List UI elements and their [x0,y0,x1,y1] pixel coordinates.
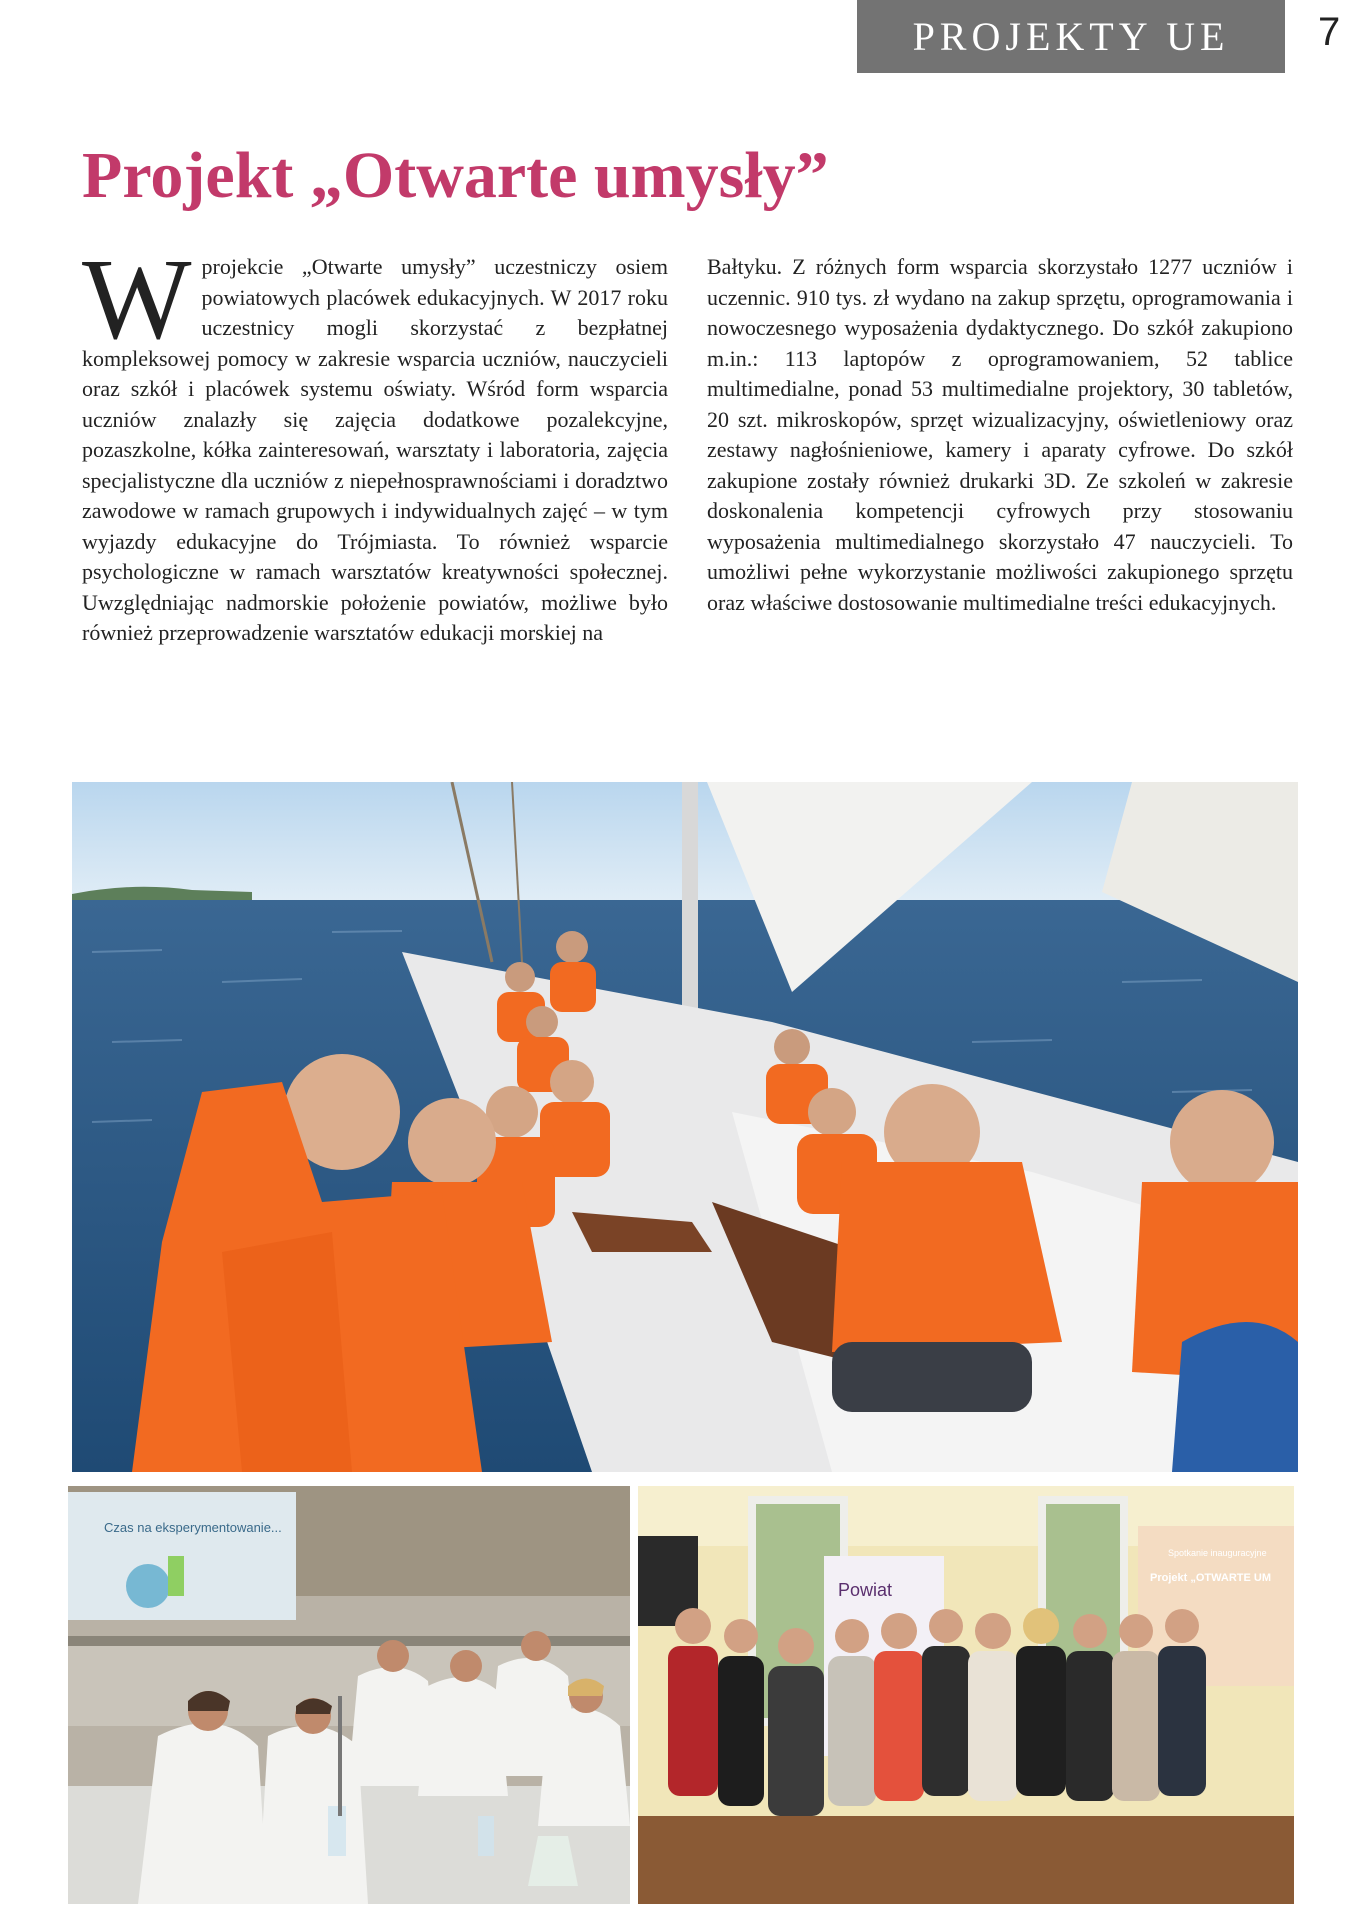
banner-text: Powiat [838,1580,893,1600]
article-text-right: Bałtyku. Z różnych form wsparcia skorzystało 1277 uczniów i uczennic. 910 tys. zł wydano na zakup sprzętu, oprogramowania i nowoczesnego wyposażenia dydaktycznego. Do szkół zakupiono m.in.: 113 laptopów z oprogramowaniem, 52 tablice multimedialne, ponad 53 multimedialne projektory, 30 tabletów, 20 szt. mikroskopów, sprzęt wizualizacyjny, oświetleniowy oraz zestawy nagłośnieniowe, kamery i aparaty cyfrowe. Do szkół zakupione zostały również drukarki 3D. Ze szkoleń w zakresie doskonalenia kompetencji cyfrowych przy stosowaniu wyposażenia multimedialnego skorzystało 47 nauczycieli. To umożliwi pełne wykorzystanie możliwości zakupionego sprzętu oraz właściwe dostosowanie multimedialne treści edukacyjnych. [707,254,1293,615]
dropcap-letter: W [82,236,192,364]
slide-title: Projekt „OTWARTE UM [1150,1572,1272,1584]
section-header-tab [857,0,1285,73]
article-column-left [82,236,668,649]
article-text-left: projekcie „Otwarte umysły” uczestniczy osiem powiatowych placówek edukacyjnych. W 2017 roku uczestnicy mogli skorzystać z bezpłatnej kompleksowej pomocy w zakresie wsparcia uczniów, nauczycieli oraz szkół i placówek systemu oświaty. Wśród form wsparcia uczniów znalazły się zajęcia dodatkowe pozalekcyjne, pozaszkolne, kółka zainteresowań, warsztaty i laboratoria, zajęcia specjalistyczne dla uczniów z niepełnosprawnościami i doradztwo zawodowe w ramach grupowych i indywidualnych zajęć – w tym wyjazdy edukacyjne do Trójmiasta. To również wsparcie psychologiczne w ramach warsztatów kreatywności społecznej. Uwzględniając nadmorskie położenie powiatów, możliwe było również przeprowadzenie warsztatów edukacji morskiej na [82,254,668,645]
article-title: Projekt „Otwarte umysły” [82,139,829,212]
lab-screen-text: Czas na eksperymentowanie... [104,1520,282,1535]
page-number: 7 [1318,10,1341,54]
laboratory-photo [68,1486,630,1904]
section-label: PROJEKTY UE [912,14,1230,59]
slide-subtitle: Spotkanie inauguracyjne [1168,1548,1267,1558]
inauguration-meeting-photo [638,1486,1294,1904]
sailing-photo [72,782,1298,1472]
article-column-right [707,252,1293,618]
